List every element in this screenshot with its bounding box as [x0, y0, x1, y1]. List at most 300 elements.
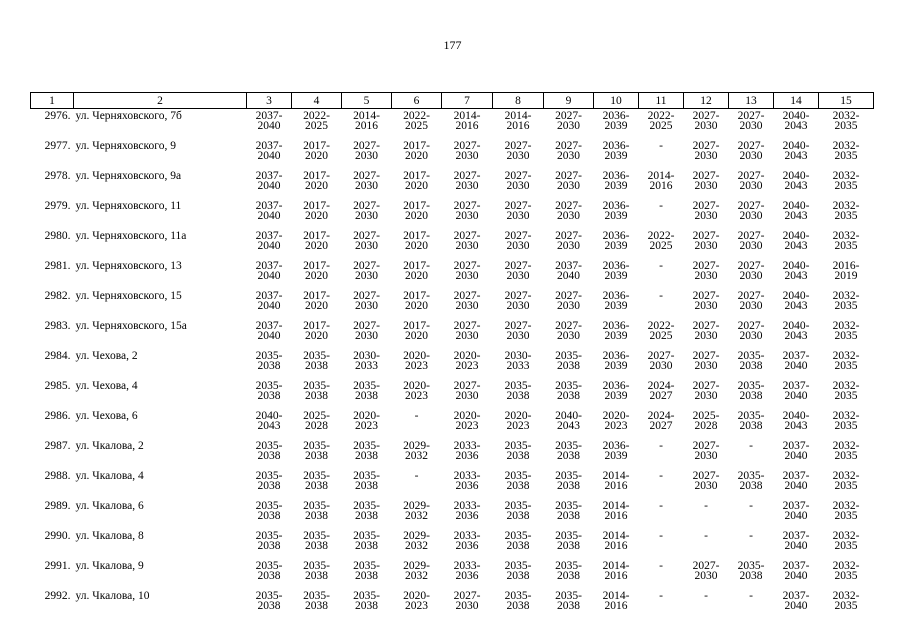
table-row — [31, 289, 874, 319]
period-cell — [819, 379, 874, 409]
row-number: 2990. — [44, 530, 71, 542]
period-cell — [342, 349, 392, 379]
period-cell — [342, 499, 392, 529]
period-start: 2036- — [602, 290, 630, 302]
period-end: 2016 — [506, 120, 530, 132]
period-start: 2020- — [453, 410, 481, 422]
period-start: 2022- — [647, 320, 675, 332]
period-cell — [639, 349, 684, 379]
period-end: 2039 — [604, 120, 628, 132]
period-end: 2038 — [557, 510, 580, 522]
period-start: 2027- — [555, 290, 582, 302]
period-end: 2035 — [834, 480, 858, 492]
period-end: 2030 — [739, 270, 763, 282]
period-cell — [639, 169, 684, 199]
period-end: 2020 — [305, 330, 328, 342]
period-start: 2027- — [353, 290, 380, 302]
period-cell — [594, 589, 639, 619]
period-cell — [544, 109, 594, 140]
row-address: ул. Чкалова, 6 — [75, 500, 144, 512]
period-start: 2027- — [353, 320, 380, 332]
period-cell — [292, 319, 342, 349]
period-cell — [544, 379, 594, 409]
period-end: 2040 — [784, 450, 808, 462]
period-end: 2040 — [784, 480, 808, 492]
period-end: 2030 — [694, 150, 718, 162]
period-end: 2032 — [405, 570, 428, 582]
period-end: 2020 — [405, 150, 428, 162]
header-row — [31, 93, 874, 109]
period-cell — [639, 109, 684, 140]
period-cell — [292, 169, 342, 199]
period-start: 2027- — [555, 140, 582, 152]
period-cell — [292, 529, 342, 559]
column-header-14: 14 — [774, 93, 819, 109]
period-start: 2033- — [453, 530, 481, 542]
period-start: 2027- — [555, 320, 582, 332]
period-start: 2017- — [303, 140, 330, 152]
period-cell — [594, 559, 639, 589]
table-row — [31, 469, 874, 499]
column-header-6: 6 — [392, 93, 442, 109]
period-start: 2033- — [453, 500, 481, 512]
period-end: 2023 — [405, 390, 428, 402]
period-end: 2020 — [305, 270, 328, 282]
period-end: 2036 — [455, 540, 479, 552]
period-cell — [442, 409, 493, 439]
period-cell — [292, 589, 342, 619]
period-cell — [392, 259, 442, 289]
period-end: 2038 — [557, 480, 580, 492]
period-start: 2035- — [303, 530, 330, 542]
column-header-5: 5 — [342, 93, 392, 109]
period-start: 2037- — [782, 530, 810, 542]
period-start: 2035- — [303, 470, 330, 482]
period-end: 2038 — [257, 480, 281, 492]
period-end: 2030 — [455, 210, 479, 222]
period-end: 2032 — [405, 540, 428, 552]
period-cell — [342, 259, 392, 289]
period-cell — [729, 379, 774, 409]
period-start: 2022- — [403, 110, 430, 122]
period-cell — [392, 529, 442, 559]
column-header-3: 3 — [247, 93, 292, 109]
period-end: 2043 — [784, 210, 808, 222]
period-end: 2040 — [257, 300, 281, 312]
period-cell — [639, 409, 684, 439]
period-end: 2030 — [694, 330, 718, 342]
period-start: 2017- — [303, 290, 330, 302]
column-header-15: 15 — [819, 93, 874, 109]
period-start: 2020- — [353, 410, 380, 422]
period-end: 2025 — [305, 120, 328, 132]
period-end: 2039 — [604, 300, 628, 312]
period-end: 2035 — [834, 420, 858, 432]
period-cell — [639, 379, 684, 409]
period-cell — [442, 349, 493, 379]
period-cell — [342, 439, 392, 469]
period-end: 2038 — [305, 390, 328, 402]
period-end: 2030 — [694, 450, 718, 462]
period-cell — [442, 139, 493, 169]
period-start: 2027- — [692, 440, 720, 452]
period-cell — [442, 529, 493, 559]
period-cell — [544, 559, 594, 589]
period-cell — [544, 589, 594, 619]
period-start: 2020- — [453, 350, 481, 362]
period-start: 2014- — [602, 470, 630, 482]
period-cell — [594, 499, 639, 529]
period-start: 2027- — [504, 230, 532, 242]
period-start: 2032- — [832, 200, 860, 212]
period-cell — [819, 529, 874, 559]
period-end: 2040 — [784, 570, 808, 582]
period-start: 2035- — [353, 500, 380, 512]
period-cell: - — [659, 260, 663, 272]
period-cell — [774, 109, 819, 140]
period-start: 2035- — [255, 590, 283, 602]
period-end: 2030 — [739, 150, 763, 162]
period-end: 2038 — [506, 450, 530, 462]
period-end: 2038 — [355, 510, 378, 522]
period-cell — [729, 559, 774, 589]
period-start: 2037- — [255, 200, 283, 212]
period-start: 2014- — [647, 170, 675, 182]
period-start: 2035- — [737, 350, 765, 362]
period-start: 2017- — [303, 320, 330, 332]
period-cell: - — [704, 500, 708, 512]
period-end: 2038 — [305, 360, 328, 372]
period-start: 2029- — [403, 500, 430, 512]
period-cell — [442, 319, 493, 349]
period-start: 2027- — [555, 110, 582, 122]
period-end: 2038 — [305, 540, 328, 552]
period-cell — [247, 229, 292, 259]
period-cell — [247, 259, 292, 289]
period-start: 2035- — [555, 380, 582, 392]
period-cell — [442, 169, 493, 199]
period-end: 2038 — [506, 480, 530, 492]
period-start: 2027- — [453, 590, 481, 602]
period-cell — [247, 169, 292, 199]
period-start: 2027- — [353, 170, 380, 182]
period-end: 2038 — [739, 360, 763, 372]
row-number: 2982. — [44, 290, 71, 302]
period-cell — [392, 349, 442, 379]
period-cell — [247, 109, 292, 140]
period-cell — [819, 109, 874, 140]
row-address: ул. Чкалова, 2 — [75, 440, 144, 452]
period-start: 2032- — [832, 380, 860, 392]
row-number: 2988. — [44, 470, 71, 482]
period-end: 2020 — [305, 150, 328, 162]
period-cell — [594, 229, 639, 259]
period-end: 2028 — [305, 420, 328, 432]
period-cell — [819, 349, 874, 379]
period-cell — [247, 289, 292, 319]
period-cell — [819, 259, 874, 289]
period-start: 2029- — [403, 440, 430, 452]
period-start: 2014- — [602, 500, 630, 512]
period-start: 2027- — [555, 230, 582, 242]
period-end: 2030 — [694, 570, 718, 582]
period-start: 2027- — [647, 350, 675, 362]
period-cell: - — [659, 440, 663, 452]
period-cell — [729, 349, 774, 379]
row-number: 2983. — [44, 320, 71, 332]
period-cell — [442, 379, 493, 409]
period-cell — [342, 529, 392, 559]
period-start: 2040- — [782, 110, 810, 122]
row-address: ул. Чехова, 4 — [75, 380, 138, 392]
period-start: 2035- — [303, 380, 330, 392]
period-cell — [544, 529, 594, 559]
period-end: 2030 — [506, 330, 530, 342]
period-cell — [493, 199, 544, 229]
period-end: 2020 — [305, 180, 328, 192]
period-cell — [247, 529, 292, 559]
period-start: 2027- — [453, 200, 481, 212]
row-address: ул. Черняховского, 11 — [75, 200, 182, 212]
table-row — [31, 229, 874, 259]
period-end: 2038 — [355, 450, 378, 462]
row-number: 2985. — [44, 380, 71, 392]
period-cell — [774, 559, 819, 589]
period-start: 2036- — [602, 260, 630, 272]
period-start: 2040- — [255, 410, 283, 422]
period-end: 2038 — [257, 360, 281, 372]
column-header-10: 10 — [594, 93, 639, 109]
period-start: 2037- — [255, 170, 283, 182]
period-cell — [684, 409, 729, 439]
period-end: 2020 — [305, 240, 328, 252]
period-cell — [544, 199, 594, 229]
column-header-1: 1 — [31, 93, 74, 109]
period-cell — [774, 349, 819, 379]
period-cell — [594, 259, 639, 289]
period-end: 2038 — [739, 480, 763, 492]
period-start: 2027- — [453, 290, 481, 302]
row-address: ул. Черняховского, 11а — [75, 230, 187, 242]
period-start: 2035- — [255, 380, 283, 392]
period-end: 2039 — [604, 150, 628, 162]
period-start: 2036- — [602, 440, 630, 452]
period-end: 2030 — [506, 210, 530, 222]
period-start: 2027- — [555, 170, 582, 182]
period-end: 2038 — [506, 390, 530, 402]
period-cell — [247, 409, 292, 439]
period-cell — [774, 529, 819, 559]
period-cell — [819, 139, 874, 169]
period-start: 2027- — [692, 200, 720, 212]
period-end: 2038 — [305, 510, 328, 522]
period-start: 2040- — [782, 410, 810, 422]
period-start: 2037- — [782, 560, 810, 572]
period-cell — [247, 559, 292, 589]
period-cell — [392, 499, 442, 529]
table-row — [31, 109, 874, 140]
period-cell — [342, 289, 392, 319]
row-number: 2977. — [44, 140, 71, 152]
period-cell — [684, 169, 729, 199]
period-cell: - — [659, 290, 663, 302]
period-start: 2027- — [353, 230, 380, 242]
period-cell — [819, 589, 874, 619]
period-cell — [729, 259, 774, 289]
period-start: 2025- — [303, 410, 330, 422]
period-start: 2035- — [555, 500, 582, 512]
period-start: 2037- — [782, 500, 810, 512]
period-start: 2032- — [832, 140, 860, 152]
period-cell — [342, 469, 392, 499]
period-start: 2037- — [255, 290, 283, 302]
period-start: 2017- — [403, 230, 430, 242]
period-start: 2035- — [255, 530, 283, 542]
period-start: 2032- — [832, 110, 860, 122]
period-start: 2020- — [602, 410, 630, 422]
period-end: 2030 — [455, 150, 479, 162]
period-end: 2033 — [355, 360, 378, 372]
period-start: 2027- — [692, 140, 720, 152]
period-end: 2038 — [506, 510, 530, 522]
period-end: 2038 — [257, 510, 281, 522]
period-start: 2014- — [602, 560, 630, 572]
period-end: 2038 — [355, 600, 378, 612]
period-end: 2040 — [557, 270, 580, 282]
period-start: 2035- — [353, 440, 380, 452]
period-start: 2035- — [555, 530, 582, 542]
period-start: 2027- — [453, 260, 481, 272]
period-cell — [729, 199, 774, 229]
period-start: 2033- — [453, 440, 481, 452]
period-end: 2032 — [405, 510, 428, 522]
period-cell — [774, 169, 819, 199]
row-number: 2980. — [44, 230, 71, 242]
period-cell — [684, 289, 729, 319]
period-start: 2027- — [737, 320, 765, 332]
period-end: 2030 — [506, 270, 530, 282]
period-start: 2035- — [303, 440, 330, 452]
period-end: 2025 — [405, 120, 428, 132]
period-cell — [774, 379, 819, 409]
period-cell — [442, 229, 493, 259]
period-start: 2027- — [453, 140, 481, 152]
period-cell — [392, 439, 442, 469]
period-start: 2029- — [403, 530, 430, 542]
period-cell — [594, 139, 639, 169]
period-start: 2032- — [832, 170, 860, 182]
period-cell — [774, 289, 819, 319]
period-cell — [493, 529, 544, 559]
row-address: ул. Черняховского, 9а — [75, 170, 182, 182]
period-end: 2038 — [257, 390, 281, 402]
period-end: 2016 — [604, 540, 628, 552]
period-end: 2038 — [506, 600, 530, 612]
table-row — [31, 349, 874, 379]
period-start: 2036- — [602, 200, 630, 212]
period-end: 2023 — [405, 600, 428, 612]
period-cell — [493, 289, 544, 319]
period-start: 2030- — [504, 350, 532, 362]
period-start: 2020- — [403, 380, 430, 392]
table-row — [31, 169, 874, 199]
period-cell — [729, 139, 774, 169]
period-cell — [493, 109, 544, 140]
period-end: 2038 — [355, 540, 378, 552]
period-start: 2037- — [255, 320, 283, 332]
repair-schedule-table — [30, 92, 874, 619]
period-end: 2040 — [784, 360, 808, 372]
table-row — [31, 529, 874, 559]
period-cell — [247, 439, 292, 469]
period-end: 2039 — [604, 450, 628, 462]
period-end: 2035 — [834, 600, 858, 612]
period-cell: - — [749, 500, 753, 512]
period-start: 2024- — [647, 380, 675, 392]
period-start: 2032- — [832, 320, 860, 332]
period-start: 2027- — [453, 230, 481, 242]
period-end: 2030 — [739, 330, 763, 342]
period-cell — [493, 409, 544, 439]
period-cell: - — [704, 590, 708, 602]
period-cell — [684, 109, 729, 140]
period-start: 2035- — [255, 560, 283, 572]
period-end: 2020 — [405, 210, 428, 222]
period-cell — [342, 409, 392, 439]
period-start: 2036- — [602, 230, 630, 242]
period-end: 2038 — [557, 540, 580, 552]
period-start: 2027- — [692, 350, 720, 362]
period-start: 2035- — [555, 470, 582, 482]
period-cell — [639, 319, 684, 349]
period-cell — [544, 139, 594, 169]
period-start: 2037- — [782, 470, 810, 482]
period-end: 2039 — [604, 390, 628, 402]
period-end: 2035 — [834, 360, 858, 372]
period-cell — [342, 169, 392, 199]
period-cell: - — [414, 470, 419, 482]
period-cell — [774, 199, 819, 229]
period-end: 2038 — [557, 360, 580, 372]
period-start: 2016- — [832, 260, 860, 272]
period-cell — [594, 349, 639, 379]
period-end: 2030 — [506, 150, 530, 162]
period-start: 2017- — [303, 200, 330, 212]
period-start: 2022- — [303, 110, 330, 122]
period-start: 2035- — [353, 530, 380, 542]
period-start: 2035- — [303, 500, 330, 512]
period-start: 2035- — [504, 500, 532, 512]
period-cell — [729, 469, 774, 499]
period-cell — [774, 319, 819, 349]
period-end: 2030 — [557, 240, 580, 252]
period-end: 2030 — [739, 300, 763, 312]
period-cell — [594, 169, 639, 199]
period-start: 2014- — [602, 530, 630, 542]
period-cell — [544, 499, 594, 529]
period-start: 2035- — [555, 590, 582, 602]
period-end: 2035 — [834, 540, 858, 552]
period-cell — [292, 409, 342, 439]
period-end: 2038 — [257, 600, 281, 612]
period-cell — [544, 349, 594, 379]
period-cell — [442, 499, 493, 529]
period-end: 2030 — [694, 300, 718, 312]
period-start: 2040- — [782, 230, 810, 242]
period-cell — [544, 439, 594, 469]
period-end: 2030 — [455, 600, 479, 612]
period-end: 2030 — [455, 270, 479, 282]
